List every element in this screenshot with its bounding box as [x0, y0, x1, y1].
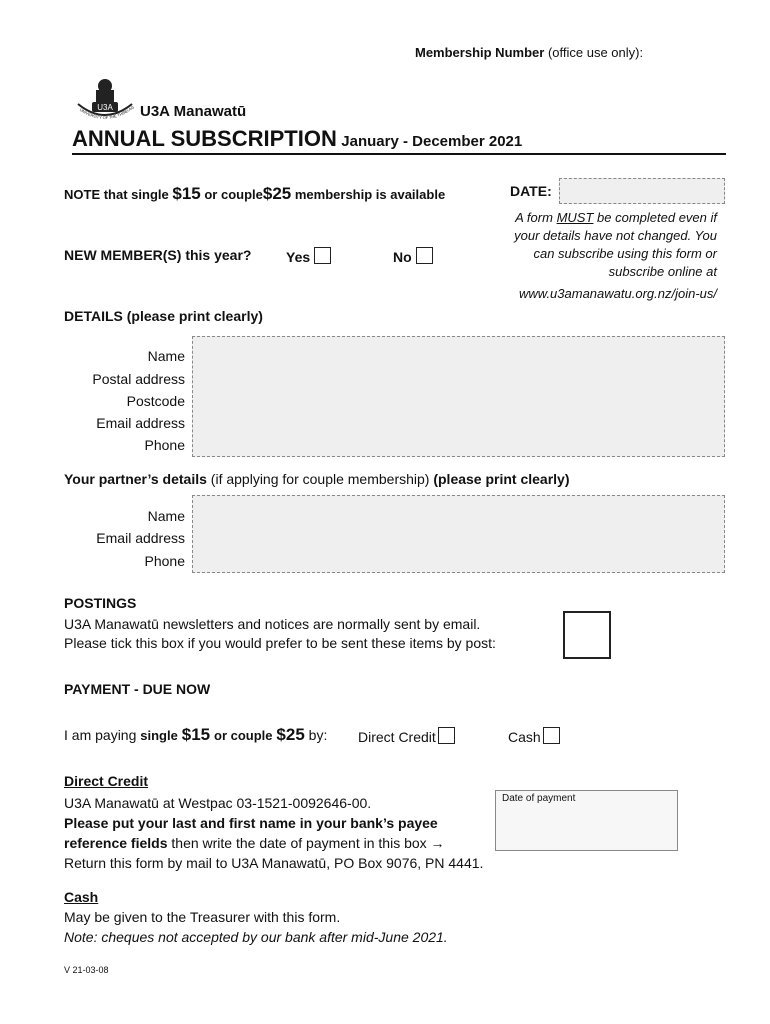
new-members-no: No	[393, 247, 433, 265]
payment-heading: PAYMENT - DUE NOW	[64, 681, 211, 697]
details-heading: DETAILS (please print clearly)	[64, 308, 263, 324]
u3a-logo	[72, 74, 138, 126]
title-rule	[72, 153, 726, 155]
new-members-yes: Yes	[286, 247, 331, 265]
direct-credit-checkbox[interactable]	[438, 727, 455, 744]
svg-text:U3A: U3A	[97, 103, 113, 112]
page-title: ANNUAL SUBSCRIPTION January - December 2021	[72, 126, 523, 151]
partner-name-label: Name	[147, 508, 185, 524]
date-field[interactable]	[559, 178, 725, 204]
info-text: A form MUST be completed even if your details have not changed. You can subscribe using this form or subscribe online at www.u3amanawatu.org.nz/join-us/	[480, 209, 717, 303]
cash-heading: Cash	[64, 889, 99, 905]
version-label: V 21-03-08	[64, 965, 109, 975]
details-phone-label: Phone	[144, 437, 185, 453]
date-of-payment-field[interactable]	[495, 790, 678, 851]
details-email-label: Email address	[96, 415, 185, 431]
no-checkbox[interactable]	[416, 247, 433, 264]
details-name-label: Name	[147, 348, 185, 364]
membership-number-label: Membership Number (office use only):	[415, 45, 644, 60]
svg-text:UNIVERSITY OF THE THIRD AGE: UNIVERSITY OF THE THIRD AG	[78, 104, 136, 121]
new-members-label: NEW MEMBER(S) this year?	[64, 247, 252, 263]
post-checkbox[interactable]	[563, 611, 611, 659]
cash-checkbox[interactable]	[543, 727, 560, 744]
direct-credit-heading: Direct Credit	[64, 773, 149, 789]
partner-phone-label: Phone	[144, 553, 185, 569]
details-postal-label: Postal address	[92, 371, 185, 387]
payment-line: I am paying single $15 or couple $25 by:	[64, 725, 328, 744]
partner-input-area[interactable]	[192, 495, 725, 573]
membership-note: NOTE that single $15 or couple$25 membership is available	[64, 184, 446, 203]
date-label: DATE:	[510, 183, 552, 199]
partner-heading: Your partner’s details (if applying for couple membership) (please print clearly)	[64, 471, 570, 487]
partner-email-label: Email address	[96, 530, 185, 546]
join-url[interactable]: www.u3amanawatu.org.nz/join-us/	[519, 286, 717, 301]
postings-heading: POSTINGS	[64, 595, 137, 611]
cash-option: Cash	[508, 727, 560, 745]
postings-text: U3A Manawatū newsletters and notices are normally sent by email. Please tick this box if you would prefer to be sent these items by post:	[64, 616, 496, 651]
direct-credit-option: Direct Credit	[358, 727, 455, 745]
cash-text: May be given to the Treasurer with this form. Note: cheques not accepted by our bank after mid-June 2021.	[64, 909, 448, 945]
date-of-payment-label: Date of payment	[502, 793, 576, 804]
direct-credit-text: U3A Manawatū at Westpac 03-1521-0092646-00. Please put your last and first name in your bank’s payee reference fields then write the date of payment in this box → Return this form by mail to U3A Manawatū, PO Box 9076, PN 4441.	[64, 795, 484, 871]
details-postcode-label: Postcode	[126, 393, 185, 409]
yes-checkbox[interactable]	[314, 247, 331, 264]
org-name: U3A Manawatū	[140, 103, 247, 120]
details-input-area[interactable]	[192, 336, 725, 457]
